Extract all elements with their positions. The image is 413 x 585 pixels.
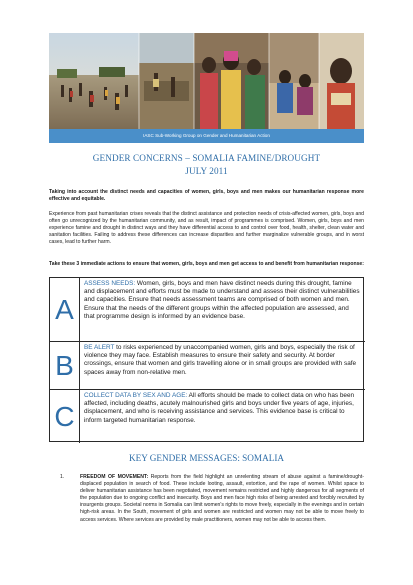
action-text-c — [84, 392, 360, 426]
immediate-actions-table — [49, 277, 364, 442]
action-row-b — [50, 341, 365, 389]
action-body-b: to risks experienced by unaccompanied women, girls and boys, especially the risk of violence they may face. Establish measures to ensure their safety and security. At border crossings, ensure that women and girls travelling alone or in small groups are provided with safe spaces away from non-relative men. — [84, 343, 357, 376]
list-item-number: 1. — [60, 474, 65, 480]
list-item-text — [80, 474, 364, 524]
actions-lead-in: Take these 3 immediate actions to ensure that women, girls, boys and men get access to and benefit from humanitarian response: — [49, 261, 364, 267]
action-letter-b: B — [50, 342, 80, 389]
action-body-a: Women, girls, boys and men have distinct needs during this drought, famine and displacement and efforts must be made to understand and assess their distinct vulnerabilities and capacities. Ensure that needs assessment teams are comprised of both women and men. Ensure that the needs of the different groups within the affected population are assessed, and that programme design is informed by an evidence base. — [84, 279, 360, 321]
document-date: JULY 2011 — [185, 166, 228, 176]
photo-montage — [49, 33, 364, 129]
action-text-a — [84, 280, 360, 322]
key-messages-title: KEY GENDER MESSAGES: SOMALIA — [128, 453, 285, 463]
header-banner — [49, 33, 364, 143]
list-item-body: Reports from the field highlight an unrelenting stream of abuse against a famine/drought-displaced population in search of food. These include looting, assault, extortion, and the rape of women. Whilst space to deliver humanitarian assistance has been negotiated, movement remains restricted and highly dangerous for all segments of the population due to ongoing conflict and insecurity. Boys and men face high risks of being arrested and forcibly recruited by insurgents groups. Societal norms in Somalia can limit women's rights to move freely, especially in the evenings and in certain high-risk areas. In the South, movement of girls and women are restricted and women may not be able to move freely to access services. Where services are provided by male practitioners, women may not be able to access them. — [80, 474, 364, 523]
action-text-b — [84, 344, 360, 378]
banner-photos-image — [49, 33, 364, 129]
banner-caption: IASC Sub-Working Group on Gender and Humanitarian Action — [49, 129, 364, 143]
action-keyword-a: ASSESS NEEDS: — [84, 279, 136, 287]
action-keyword-c: COLLECT DATA BY SEX AND AGE: — [84, 391, 188, 399]
action-letter-a: A — [50, 278, 80, 341]
list-item-heading: FREEDOM OF MOVEMENT: — [80, 474, 149, 480]
action-letter-c: C — [50, 390, 80, 443]
intro-bold-statement: Taking into account the distinct needs and capacities of women, girls, boys and men makes our humanitarian response more effective and equitable. — [49, 189, 364, 203]
intro-paragraph: Experience from past humanitarian crises reveals that the distinct assistance and protection needs of crisis-affected women, girls, boys and often go unrecognized by the humanitarian community, and as result, impact of programmes is comprised. Women, girls, boys and men experience famine and drought in distinct ways and they have differential access to and control over food, health, shelter, clean water and sanitation facilities. Failing to address these differences can increase disparities and further marginalize vulnerable groups, and in worst cases, lead to further harm. — [49, 211, 364, 246]
action-keyword-b: BE ALERT — [84, 343, 115, 351]
action-row-c — [50, 389, 365, 443]
action-row-a — [50, 278, 365, 341]
document-title: GENDER CONCERNS – SOMALIA FAMINE/DROUGHT — [92, 153, 321, 163]
action-body-c: All efforts should be made to collect data on who has been affected, including deaths, acutely malnourished girls and boys under five years of age, injuries, displacement, and who is receiving assistance and services. This evidence base is critical to inform targeted humanitarian response. — [84, 391, 355, 424]
